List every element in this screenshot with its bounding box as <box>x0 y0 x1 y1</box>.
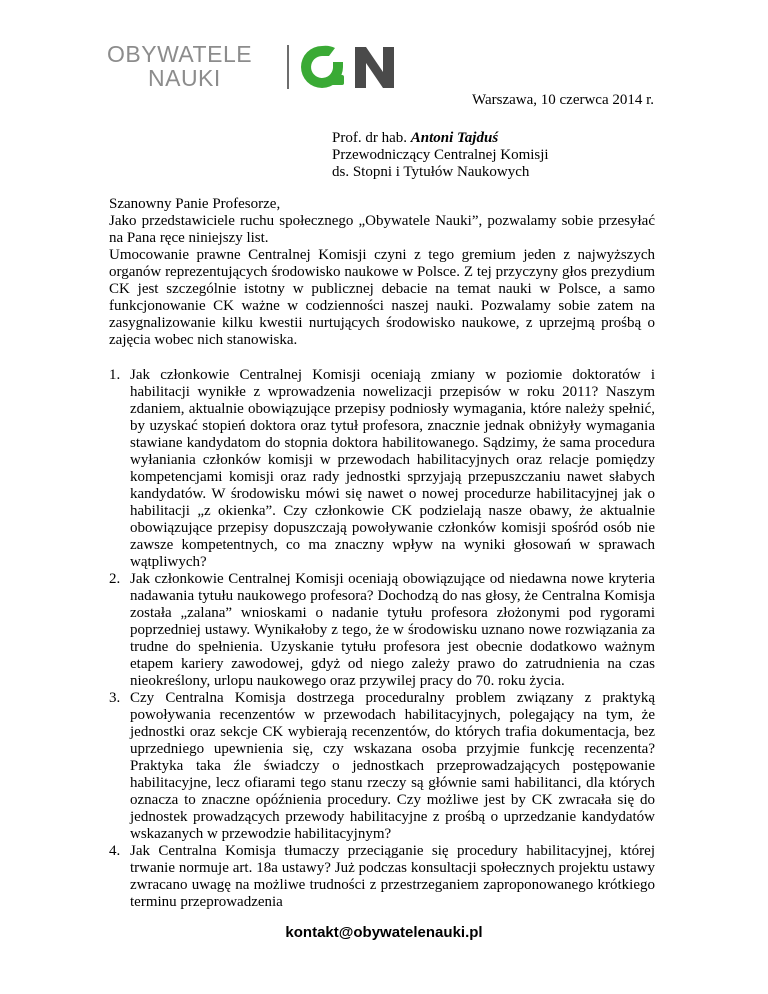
list-item-number: 4. <box>109 843 121 859</box>
logo-separator <box>287 45 289 89</box>
addressee-department: ds. Stopni i Tytułów Naukowych <box>332 164 530 180</box>
logo-line-2: NAUKI <box>148 65 221 91</box>
addressee-name: Antoni Tajduś <box>410 130 499 146</box>
addressee-title: Prof. dr hab. <box>332 130 407 146</box>
list-item-number: 1. <box>109 367 121 383</box>
letter-body <box>109 196 655 911</box>
addressee <box>332 130 549 181</box>
logo-qn-mark <box>297 42 409 92</box>
list-item-text: Czy Centralna Komisja dostrzega proceduralny problem związany z praktyką powoływania recenzentów w przewodach habilitacyjnych, polegający na tym, że jednostki oraz sekcje CK wybierają recenzentów, do których trafia dokumentacja, bez uprzedniego upewnienia się, czy wskazana osoba przyjmie funkcję recenzenta? Praktyka taka źle świadczy o jednostkach przeprowadzających postępowanie habilitacyjne, lecz ofiarami tego stanu rzeczy są głównie sami habilitanci, dla których oznacza to znaczne opóźnienia procedury. Czy możliwe jest by CK zwracała się do jednostek prowadzących przewody habilitacyjne z prośbą o uprzedzanie kandydatów wskazanych w przewodzie habilitacyjnym? <box>130 690 655 842</box>
list-item-number: 2. <box>109 571 121 587</box>
list-item <box>109 367 655 571</box>
list-item-number: 3. <box>109 690 121 706</box>
list-item <box>109 843 655 911</box>
list-item-text: Jak członkowie Centralnej Komisji oceniają obowiązujące od niedawna nowe kryteria nadawania tytułu naukowego profesora? Dochodzą do nas głosy, że Centralna Komisja została „zalana” wnioskami o nadanie tytułu profesora złożonymi pod rygorami poprzedniej ustawy. Wynikałoby z tego, że w środowisku uznano nowe rozwiązania za trudne do spełnienia. Uzyskanie tytułu profesora jest obecnie dodatkowo ważnym etapem kariery zawodowej, gdyż od niego zależy prawo do zatrudnienia na czas nieokreślony, urlopu naukowego oraz przywilej pracy do 70. roku życia. <box>130 571 655 689</box>
logo-line-1: OBYWATELE <box>107 41 253 67</box>
questions-list <box>109 367 655 911</box>
list-item-text: Jak Centralna Komisja tłumaczy przeciąganie się procedury habilitacyjnej, której trwanie normuje art. 18a ustawy? Już podczas konsultacji społecznych projektu ustawy zwracano uwagę na możliwe trudności z przestrzeganiem zaproponowanego krótkiego terminu przeprowadzenia <box>130 843 655 910</box>
intro-paragraph-1: Jako przedstawiciele ruchu społecznego „Obywatele Nauki”, pozwalamy sobie przesyłać na Pana ręce niniejszy list. <box>109 213 655 246</box>
salutation: Szanowny Panie Profesorze, <box>109 196 281 212</box>
footer-contact-email: kontakt@obywatelenauki.pl <box>285 924 483 941</box>
addressee-position: Przewodniczący Centralnej Komisji <box>332 147 549 163</box>
list-item <box>109 690 655 843</box>
letter-date: Warszawa, 10 czerwca 2014 r. <box>472 92 655 108</box>
logo <box>107 42 407 92</box>
list-item <box>109 571 655 690</box>
list-item-text: Jak członkowie Centralnej Komisji oceniają zmiany w poziomie doktoratów i habilitacji wynikłe z wprowadzenia nowelizacji przepisów w roku 2011? Naszym zdaniem, aktualnie obowiązujące przepisy podniosły wymagania, które należy spełnić, by uzyskać stopień doktora oraz tytuł profesora, znacznie jednak obniżyły wymagania stawiane kandydatom do stopnia doktora habilitowanego. Sądzimy, że sama procedura wyłaniania członków komisji w przewodach habilitacyjnych oraz relacje pomiędzy kompetencjami komisji oraz rady jednostki sprzyjają przepuszczaniu nawet słabych kandydatów. W środowisku mówi się nawet o nowej procedurze habilitacyjnej jak o habilitacji „z okienka”. Czy członkowie CK podzielają nasze obawy, że aktualnie obowiązujące przepisy dopuszczają powoływanie członków komisji spośród osób nie zawsze kompetentnych, co ma znaczny wpływ na wyniki głosowań w sprawach wątpliwych? <box>130 367 655 570</box>
intro-paragraph-2: Umocowanie prawne Centralnej Komisji czyni z tego gremium jeden z najwyższych organów reprezentujących środowisko naukowe w Polsce. Z tej przyczyny głos prezydium CK jest szczególnie istotny w publicznej debacie na temat nauki w Polsce, a samo funkcjonowanie CK ważne w codzienności naszej nauki. Pozwalamy sobie zatem na zasygnalizowanie kilku kwestii nurtujących środowisko naukowe, z uprzejmą prośbą o zajęcia wobec nich stanowiska. <box>109 247 655 348</box>
